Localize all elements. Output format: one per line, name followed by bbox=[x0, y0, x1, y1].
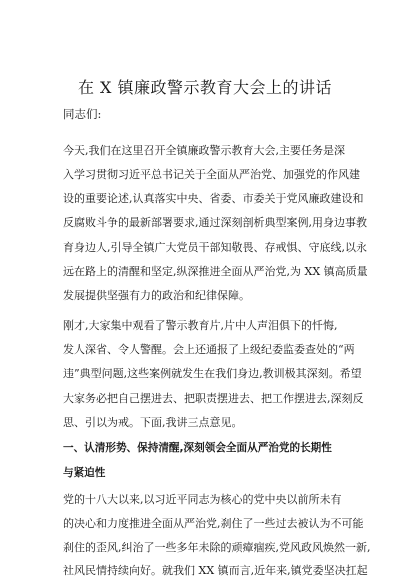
salutation: 同志们: bbox=[63, 107, 102, 121]
paragraph-1-line: 入学习贯彻习近平总书记关于全面从严治党、加强党的作风建 bbox=[63, 168, 360, 181]
paragraph-2-line: 大家务必把自己摆进去、把职责摆进去、把工作摆进去,深刻反 bbox=[63, 392, 364, 405]
paragraph-2-line: 发人深省、令人警醒。会上还通报了上级纪委监委查处的“两 bbox=[63, 343, 355, 356]
paragraph-2-line: 违”典型问题,这些案例就发生在我们身边,教训极其深刻。希望 bbox=[63, 367, 362, 380]
page-title: 在 X 镇廉政警示教育大会上的讲话 bbox=[77, 78, 333, 97]
paragraph-3-line: 社风民情持续向好。就我们 XX 镇而言,近年来,镇党委坚决扛起 bbox=[63, 564, 368, 577]
paragraph-2-line: 思、引以为戒。下面,我讲三点意见。 bbox=[63, 416, 243, 429]
paragraph-3-line: 刹住的歪风,纠治了一些多年未除的顽瘴痼疾,党风政风焕然一新, bbox=[63, 541, 371, 554]
paragraph-3-line: 的决心和力度推进全面从严治党,刹住了一些过去被认为不可能 bbox=[63, 517, 364, 530]
paragraph-1-line: 反腐败斗争的最新部署要求,通过深刻剖析典型案例,用身边事教 bbox=[63, 216, 367, 229]
paragraph-1-line: 远在路上的清醒和坚定,纵深推进全面从严治党,为 XX 镇高质量 bbox=[63, 265, 368, 278]
paragraph-1-line: 发展提供坚强有力的政治和纪律保障。 bbox=[63, 289, 250, 302]
paragraph-1-line: 育身边人,引导全镇广大党员干部知敬畏、存戒惧、守底线,以永 bbox=[63, 241, 367, 254]
section-heading-line: 一、认清形势、保持清醒,深刻领会全面从严治党的长期性 bbox=[63, 442, 332, 454]
paragraph-2-line: 刚才,大家集中观看了警示教育片,片中人声泪俱下的忏悔, bbox=[63, 319, 338, 332]
paragraph-1-line: 设的重要论述,认真落实中央、省委、市委关于党风廉政建设和 bbox=[63, 192, 364, 205]
section-heading-line: 与紧迫性 bbox=[63, 467, 106, 479]
paragraph-3-line: 党的十八大以来,以习近平同志为核心的党中央以前所未有 bbox=[63, 493, 342, 506]
paragraph-1-line: 今天,我们在这里召开全镇廉政警示教育大会,主要任务是深 bbox=[63, 144, 345, 157]
